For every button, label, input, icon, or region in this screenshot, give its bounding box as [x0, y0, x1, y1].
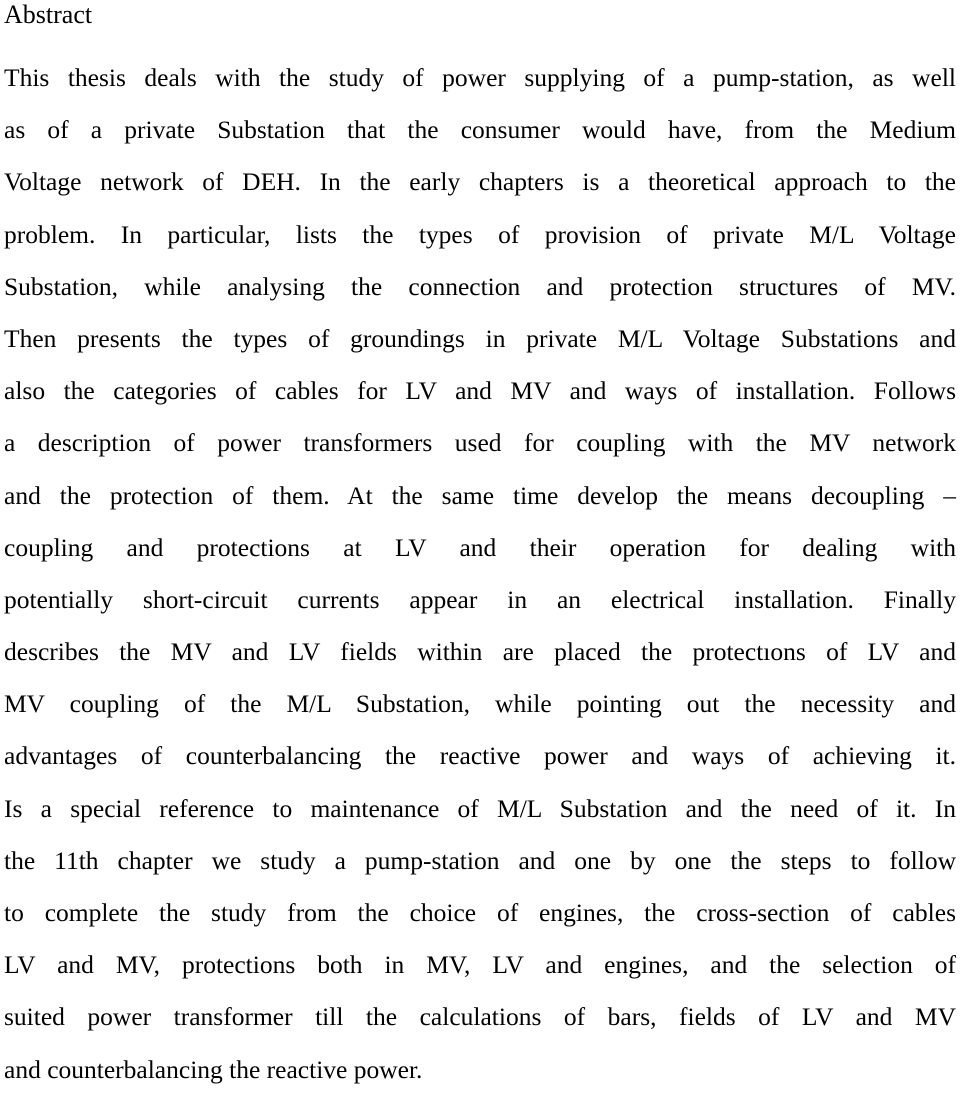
abstract-line: also the categories of cables for LV and MV and ways of installation. Follows — [4, 376, 956, 406]
abstract-line: describes the MV and LV fields within are placed the protectıons of LV and — [4, 637, 956, 667]
abstract-line: MV coupling of the M/L Substation, while pointing out the necessity and — [4, 689, 956, 719]
abstract-line: Substation, while analysing the connection and protection structures of MV. — [4, 271, 956, 301]
abstract-body — [4, 52, 956, 1096]
abstract-line: advantages of counterbalancing the reactive power and ways of achieving it. — [4, 741, 956, 771]
abstract-line: Then presents the types of groundings in private M/L Voltage Substations and — [4, 323, 956, 353]
abstract-line: a description of power transformers used for coupling with the MV network — [4, 428, 956, 458]
abstract-line: LV and MV, protections both in MV, LV and engines, and the selection of — [4, 950, 956, 980]
abstract-line: and the protection of them. At the same time develop the means decoupling – — [4, 480, 956, 510]
abstract-line: This thesis deals with the study of power supplying of a pump-station, as well — [4, 63, 956, 92]
abstract-line: Voltage network of DEH. In the early chapters is a theoretical approach to the — [4, 167, 956, 197]
abstract-line: and counterbalancing the reactive power. — [4, 1054, 423, 1084]
document-page — [4, 0, 956, 1096]
abstract-line: suited power transformer till the calculations of bars, fields of LV and MV — [4, 1002, 956, 1032]
abstract-heading: Abstract — [4, 0, 93, 29]
abstract-line: the 11th chapter we study a pump-station and one by one the steps to follow — [4, 845, 956, 875]
abstract-line: coupling and protections at LV and their operation for dealing with — [4, 532, 956, 562]
abstract-line: to complete the study from the choice of engines, the cross-section of cables — [4, 898, 956, 927]
abstract-line: potentially short-circuit currents appear in an electrical installation. Finally — [4, 584, 956, 614]
abstract-line: Is a special reference to maintenance of M/L Substation and the need of it. In — [4, 793, 956, 823]
abstract-line: as of a private Substation that the consumer would have, from the Medium — [4, 115, 956, 145]
abstract-line: problem. In particular, lists the types of provision of private M/L Voltage — [4, 219, 956, 249]
